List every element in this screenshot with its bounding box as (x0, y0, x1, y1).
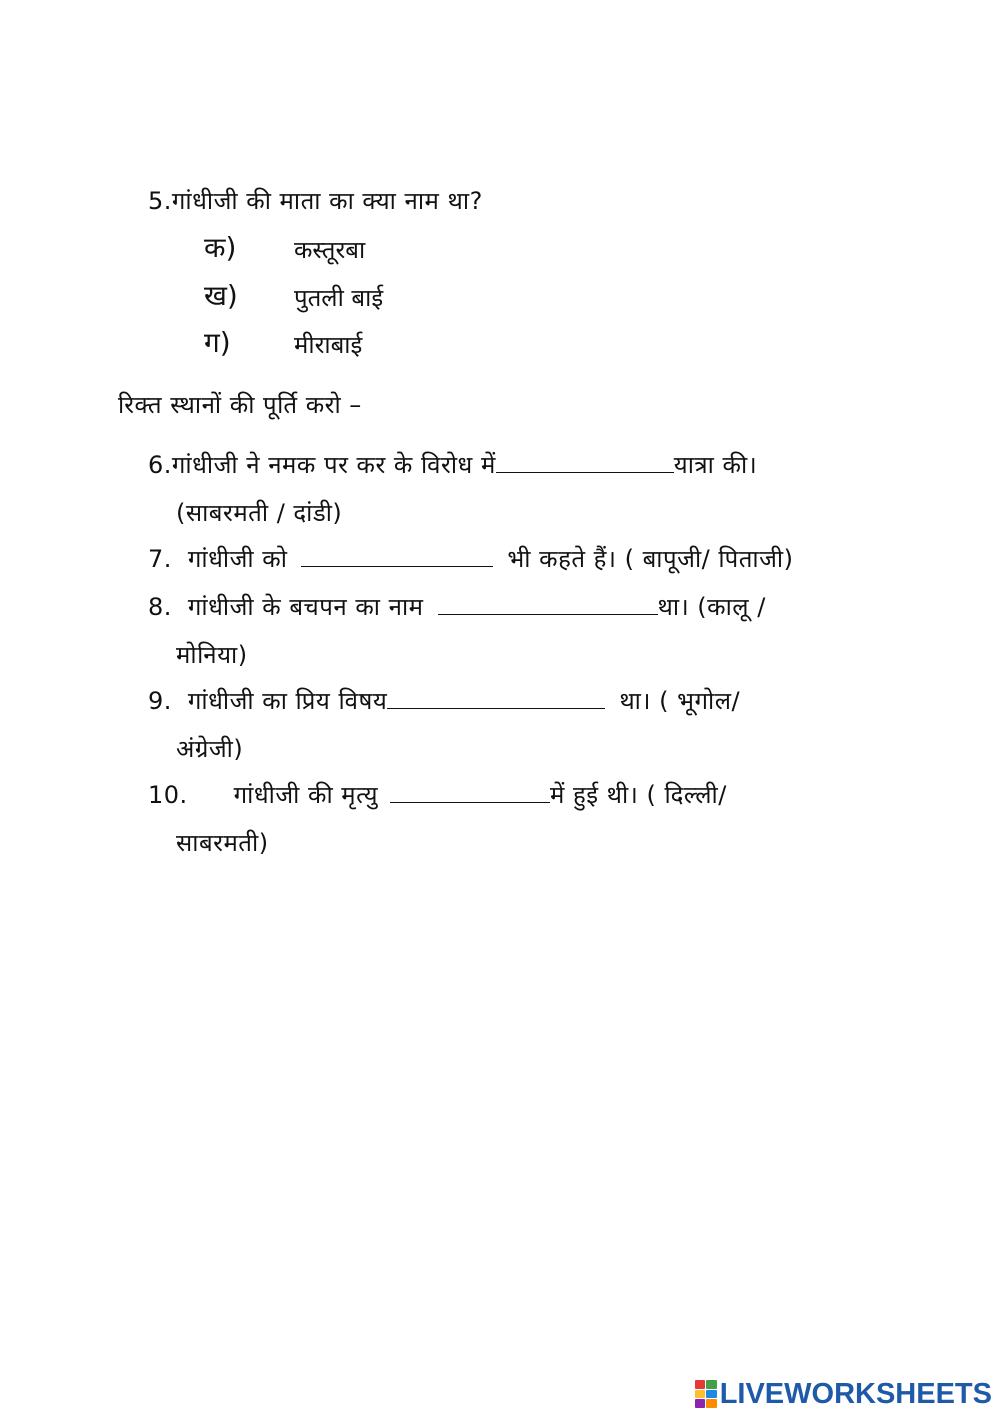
answer-blank[interactable] (496, 450, 674, 473)
question-number: 10. (148, 781, 188, 809)
question-text-after: था। ( भूगोल/ (619, 687, 741, 715)
hint-text: मोनिया) (176, 641, 248, 669)
watermark-text: LIVEWORKSHEETS (719, 1377, 992, 1410)
hint-text: (साबरमती / दांडी) (176, 499, 343, 527)
liveworksheets-logo-icon (695, 1380, 717, 1408)
question-text-after: यात्रा की। (673, 451, 758, 479)
option-text: कस्तूरबा (294, 236, 366, 264)
question-number: 5. (148, 187, 172, 215)
fill-blank-question-8 (148, 590, 766, 623)
section-heading: रिक्त स्थानों की पूर्ति करो – (118, 391, 362, 419)
question-text: गांधीजी का प्रिय विषय (187, 687, 388, 715)
hint-text: अंग्रेजी) (176, 735, 244, 763)
liveworksheets-watermark (695, 1377, 992, 1411)
question-number: 6. (148, 451, 172, 479)
answer-blank[interactable] (301, 544, 493, 567)
question-text-after: था। (कालू / (657, 593, 766, 621)
question-text-after: में हुई थी। ( दिल्ली/ (550, 781, 727, 809)
option-letter: ग) (204, 326, 231, 359)
question-5 (148, 184, 483, 217)
question-number: 8. (148, 593, 172, 621)
question-text: गांधीजी की मृत्यु (233, 781, 379, 809)
option-text: मीराबाई (294, 331, 363, 359)
question-text-after: भी कहते हैं। ( बापूजी/ पिताजी) (507, 545, 794, 573)
question-text: गांधीजी को (187, 545, 288, 573)
question-text: गांधीजी के बचपन का नाम (187, 593, 424, 621)
question-number: 7. (148, 545, 172, 573)
question-number: 9. (148, 687, 172, 715)
answer-blank[interactable] (387, 686, 605, 709)
option-letter: क) (204, 231, 237, 264)
fill-blank-question-6 (148, 448, 757, 481)
option-text: पुतली बाई (294, 284, 384, 312)
fill-blank-question-10 (148, 778, 727, 811)
fill-blank-question-7 (148, 542, 794, 575)
fill-blank-question-9 (148, 684, 740, 717)
hint-text: साबरमती) (176, 829, 269, 857)
question-text: गांधीजी की माता का क्या नाम था? (171, 187, 483, 215)
answer-blank[interactable] (390, 780, 550, 803)
answer-blank[interactable] (438, 592, 658, 615)
question-text: गांधीजी ने नमक पर कर के विरोध में (171, 451, 496, 479)
option-letter: ख) (204, 279, 238, 312)
